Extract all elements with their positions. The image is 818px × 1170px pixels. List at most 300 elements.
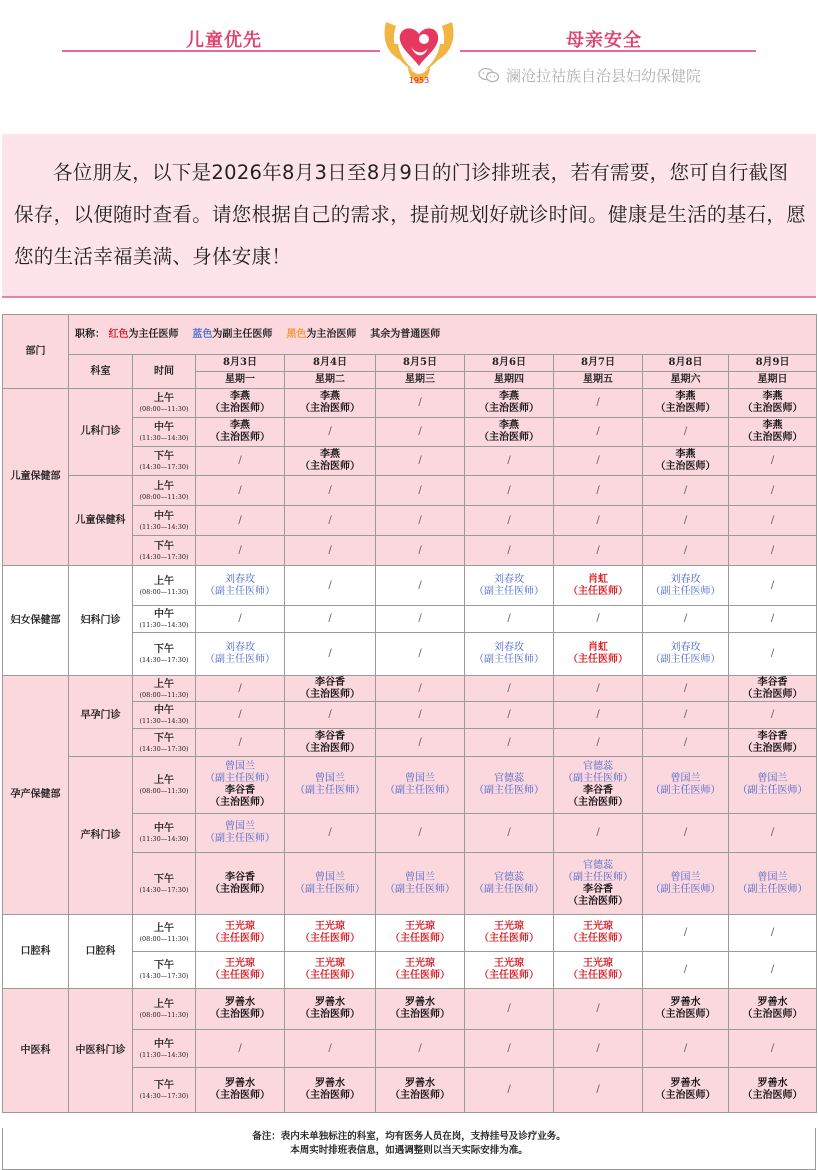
doctor-name: 刘春玫: [225, 573, 255, 585]
doctor-name: 罗善水: [757, 1078, 788, 1089]
department-cell: 中医科: [3, 989, 69, 1113]
doctor-name: 曾国兰: [670, 773, 701, 784]
room-cell: 产科门诊: [69, 757, 133, 915]
doctor-cell: [554, 676, 643, 702]
weekday-cell: 星期二: [285, 372, 376, 389]
doctor-name: 王光琼: [583, 958, 613, 969]
doctor-cell: [643, 1030, 729, 1068]
doctor-cell: [554, 989, 643, 1030]
doctor-title: （主治医师）: [742, 403, 803, 414]
doctor-cell: [554, 702, 643, 729]
slot-hours: (11:30—14:30): [139, 522, 189, 531]
slot-label: 上午: [154, 999, 174, 1010]
weekday-cell: 星期一: [196, 372, 285, 389]
doctor-title: （主治医师）: [568, 895, 628, 907]
doctor-title: （主治医师）: [300, 461, 360, 472]
doctor-cell: [465, 1068, 554, 1113]
doctor-title: （副主任医师）: [295, 883, 365, 895]
doctor-cell: [196, 702, 285, 729]
no-clinic-mark: /: [418, 484, 422, 496]
doctor-cell: [465, 853, 554, 915]
doctor-name: 王光琼: [315, 958, 345, 969]
no-clinic-mark: /: [418, 613, 422, 624]
doctor-title: （主任医师）: [300, 970, 360, 981]
no-clinic-mark: /: [507, 827, 511, 838]
doctor-name: 刘春玫: [670, 642, 701, 653]
doctor-cell: [465, 814, 554, 853]
doctor-name: 曾国兰: [670, 871, 701, 883]
doctor-title: （副主任医师）: [474, 654, 544, 665]
doctor-cell: [554, 1030, 643, 1068]
doctor-cell: [465, 506, 554, 536]
doctor-cell: [376, 606, 465, 633]
no-clinic-mark: /: [683, 544, 688, 556]
schedule-body: [3, 315, 817, 1113]
legend-blue-text: 为副主任医师: [212, 328, 273, 340]
no-clinic-mark: /: [238, 613, 242, 624]
doctor-title: （副主任医师）: [385, 785, 455, 796]
no-clinic-mark: /: [596, 613, 600, 624]
doctor-name: 罗善水: [405, 997, 435, 1008]
doctor-cell: [376, 729, 465, 757]
doctor-cell: [196, 729, 285, 757]
no-clinic-mark: /: [683, 1042, 688, 1054]
slot-label: 中午: [154, 705, 174, 716]
doctor-title: （主治医师）: [655, 403, 716, 414]
slot-cell: [133, 757, 196, 814]
legend-red-text: 为主任医师: [128, 328, 179, 340]
no-clinic-mark: /: [770, 648, 775, 659]
doctor-cell: [643, 566, 729, 606]
no-clinic-mark: /: [507, 1042, 511, 1054]
slot-hours: (14:30—17:30): [139, 552, 189, 561]
doctor-cell: [196, 1030, 285, 1068]
weekday-cell: 星期日: [729, 372, 817, 389]
title-legend: [69, 315, 817, 355]
slot-cell: [133, 536, 196, 566]
doctor-title: （副主任医师）: [474, 883, 544, 895]
doctor-cell: [285, 729, 376, 757]
slot-hours: (08:00—11:30): [139, 405, 189, 413]
slot-label: 下午: [154, 732, 174, 744]
no-clinic-mark: /: [770, 455, 775, 466]
doctor-name: 李谷香: [757, 676, 788, 688]
no-clinic-mark: /: [418, 827, 422, 838]
weekday-cell: 星期三: [376, 372, 465, 389]
no-clinic-mark: /: [770, 544, 775, 556]
doctor-title: （主治医师）: [655, 461, 716, 472]
room-cell: 儿童保健科: [69, 476, 133, 566]
doctor-title: （主任医师）: [479, 970, 539, 981]
legend-blue: 蓝色: [192, 328, 213, 340]
doctor-cell: [465, 1030, 554, 1068]
no-clinic-mark: /: [507, 736, 511, 748]
doctor-cell: [643, 476, 729, 506]
slot-label: 上午: [154, 575, 174, 587]
doctor-cell: [285, 633, 376, 676]
schedule-row: [3, 989, 817, 1030]
doctor-cell: [729, 915, 817, 952]
doctor-cell: [643, 633, 729, 676]
doctor-name: 罗善水: [757, 997, 788, 1008]
doctor-name: 曾国兰: [405, 773, 435, 784]
doctor-cell: [554, 729, 643, 757]
doctor-title: （主治医师）: [300, 742, 360, 754]
no-clinic-mark: /: [328, 613, 332, 624]
doctor-title: （副主任医师）: [563, 871, 633, 883]
slot-hours: (08:00—11:30): [139, 587, 189, 596]
no-clinic-mark: /: [507, 544, 511, 556]
doctor-name: 罗善水: [315, 997, 345, 1008]
slot-hours: (14:30—17:30): [139, 656, 189, 664]
doctor-cell: [196, 952, 285, 989]
doctor-cell: [643, 606, 729, 633]
doctor-cell: [554, 418, 643, 447]
doctor-cell: [285, 757, 376, 814]
doctor-cell: [554, 566, 643, 606]
doctor-cell: [285, 418, 376, 447]
doctor-cell: [465, 915, 554, 952]
doctor-title: （副主任医师）: [474, 585, 544, 597]
no-clinic-mark: /: [596, 827, 600, 838]
doctor-cell: [643, 729, 729, 757]
slot-cell: [133, 389, 196, 418]
doctor-title: （主治医师）: [479, 432, 539, 443]
footer-note: [2, 1128, 816, 1170]
doctor-name: 王光琼: [405, 958, 435, 969]
doctor-cell: [285, 1030, 376, 1068]
slot-hours: (08:00—11:30): [139, 1011, 189, 1019]
doctor-cell: [729, 506, 817, 536]
doctor-title: （主治医师）: [742, 432, 803, 443]
no-clinic-mark: /: [328, 709, 332, 720]
no-clinic-mark: /: [238, 544, 242, 556]
schedule-row: [3, 566, 817, 606]
slot-label: 上午: [154, 775, 174, 786]
doctor-cell: [729, 418, 817, 447]
no-clinic-mark: /: [328, 544, 332, 556]
doctor-cell: [376, 702, 465, 729]
doctor-cell: [643, 418, 729, 447]
schedule-row: [3, 389, 817, 418]
doctor-cell: [285, 447, 376, 476]
doctor-cell: [376, 476, 465, 506]
doctor-cell: [729, 606, 817, 633]
doctor-title: （副主任医师）: [205, 654, 275, 665]
slot-hours: (14:30—17:30): [139, 744, 189, 753]
slot-cell: [133, 952, 196, 989]
slot-label: 下午: [154, 960, 174, 971]
doctor-name: 曾国兰: [225, 821, 255, 832]
slogan-right: 母亲安全: [566, 30, 642, 51]
doctor-cell: [285, 1068, 376, 1113]
doctor-name: 李谷香: [757, 730, 788, 742]
doctor-title: （主任医师）: [568, 654, 628, 665]
doctor-cell: [285, 476, 376, 506]
no-clinic-mark: /: [418, 455, 422, 466]
no-clinic-mark: /: [596, 514, 600, 526]
doctor-title: （主治医师）: [210, 432, 270, 443]
doctor-cell: [285, 536, 376, 566]
header-room: 科室: [69, 355, 133, 389]
no-clinic-mark: /: [328, 827, 332, 838]
intro-text: 各位朋友，以下是2026年8月3日至8月9日的门诊排班表，若有需要，您可自行截图保存，以便随时查看。请您根据自己的需求，提前规划好就诊时间。健康是生活的基石，愿您的生活幸福美满、身体安康！: [14, 161, 807, 268]
doctor-cell: [729, 476, 817, 506]
slot-label: 中午: [154, 823, 174, 834]
doctor-title: （主治医师）: [300, 1009, 360, 1020]
no-clinic-mark: /: [328, 1042, 332, 1054]
doctor-cell: [465, 418, 554, 447]
no-clinic-mark: /: [596, 455, 600, 466]
doctor-name: 李谷香: [225, 785, 255, 796]
doctor-name: 刘春玫: [494, 642, 524, 653]
date-cell: 8月3日: [196, 355, 285, 372]
no-clinic-mark: /: [683, 426, 688, 437]
no-clinic-mark: /: [770, 827, 775, 838]
doctor-title: （副主任医师）: [205, 773, 275, 784]
doctor-cell: [196, 915, 285, 952]
doctor-cell: [196, 633, 285, 676]
doctor-cell: [643, 952, 729, 989]
doctor-cell: [196, 1068, 285, 1113]
doctor-name: 曾国兰: [405, 871, 435, 883]
doctor-title: （主任医师）: [210, 933, 270, 944]
no-clinic-mark: /: [238, 1042, 242, 1054]
wechat-account-name: 澜沧拉祜族自治县妇幼保健院: [506, 67, 702, 85]
doctor-cell: [196, 536, 285, 566]
no-clinic-mark: /: [596, 544, 600, 556]
doctor-name: 罗善水: [670, 1078, 701, 1089]
doctor-name: 王光琼: [225, 958, 255, 969]
doctor-cell: [376, 952, 465, 989]
doctor-cell: [196, 606, 285, 633]
doctor-name: 罗善水: [225, 1078, 255, 1089]
doctor-name: 李燕: [320, 391, 340, 402]
no-clinic-mark: /: [418, 397, 422, 408]
no-clinic-mark: /: [507, 682, 511, 694]
doctor-cell: [376, 1030, 465, 1068]
no-clinic-mark: /: [328, 514, 332, 526]
doctor-name: 罗善水: [670, 997, 701, 1008]
slot-cell: [133, 566, 196, 606]
no-clinic-mark: /: [683, 736, 688, 748]
doctor-title: （副主任医师）: [650, 883, 721, 895]
slot-cell: [133, 814, 196, 853]
doctor-cell: [376, 506, 465, 536]
slot-hours: (08:00—11:30): [139, 787, 189, 795]
logo-year: 1953: [408, 76, 430, 85]
slot-label: 中午: [154, 1038, 174, 1050]
no-clinic-mark: /: [328, 579, 332, 591]
doctor-cell: [285, 389, 376, 418]
doctor-title: （主治医师）: [210, 1090, 270, 1101]
intro-box: [2, 134, 816, 298]
doctor-cell: [643, 814, 729, 853]
no-clinic-mark: /: [238, 736, 242, 748]
doctor-title: （主治医师）: [390, 1009, 450, 1020]
slot-label: 下午: [154, 451, 174, 462]
no-clinic-mark: /: [418, 579, 422, 591]
no-clinic-mark: /: [328, 648, 332, 659]
doctor-cell: [729, 633, 817, 676]
doctor-title: （主治医师）: [300, 403, 360, 414]
slot-hours: (11:30—14:30): [139, 621, 189, 629]
doctor-title: （副主任医师）: [474, 785, 544, 796]
doctor-title: （主任医师）: [390, 970, 450, 981]
doctor-cell: [285, 814, 376, 853]
doctor-cell: [196, 447, 285, 476]
doctor-title: （副主任医师）: [737, 785, 808, 796]
room-cell: 儿科门诊: [69, 389, 133, 476]
doctor-cell: [196, 389, 285, 418]
doctor-cell: [729, 702, 817, 729]
doctor-cell: [285, 853, 376, 915]
doctor-title: （主任医师）: [479, 933, 539, 944]
doctor-cell: [196, 757, 285, 814]
legend-row: [3, 315, 817, 355]
doctor-cell: [376, 814, 465, 853]
slot-cell: [133, 989, 196, 1030]
doctor-title: （主任医师）: [568, 970, 628, 981]
slot-hours: (11:30—14:30): [139, 1050, 189, 1059]
doctor-title: （主治医师）: [210, 1009, 270, 1020]
doctor-name: 官德蕊: [494, 871, 524, 883]
doctor-title: （副主任医师）: [385, 883, 455, 895]
doctor-cell: [729, 1030, 817, 1068]
doctor-cell: [554, 476, 643, 506]
no-clinic-mark: /: [770, 484, 775, 496]
slot-cell: [133, 606, 196, 633]
schedule-row: [3, 757, 817, 814]
doctor-title: （主治医师）: [390, 1090, 450, 1101]
doctor-name: 李谷香: [583, 883, 613, 895]
doctor-cell: [465, 566, 554, 606]
slot-label: 中午: [154, 609, 174, 620]
doctor-name: 罗善水: [405, 1078, 435, 1089]
doctor-title: （主治医师）: [655, 1090, 716, 1101]
no-clinic-mark: /: [238, 514, 242, 526]
doctor-cell: [643, 536, 729, 566]
doctor-name: 李谷香: [583, 785, 613, 796]
doctor-cell: [554, 536, 643, 566]
doctor-cell: [729, 1068, 817, 1113]
doctor-title: （副主任医师）: [295, 785, 365, 796]
doctor-name: 王光琼: [494, 958, 524, 969]
no-clinic-mark: /: [770, 709, 775, 720]
no-clinic-mark: /: [507, 613, 511, 624]
slot-cell: [133, 676, 196, 702]
doctor-name: 李谷香: [315, 676, 345, 688]
doctor-title: （主任医师）: [568, 585, 628, 597]
no-clinic-mark: /: [418, 709, 422, 720]
department-cell: 孕产保健部: [3, 676, 69, 915]
doctor-cell: [465, 757, 554, 814]
doctor-cell: [376, 633, 465, 676]
doctor-title: （主任医师）: [300, 933, 360, 944]
doctor-name: 王光琼: [315, 921, 345, 932]
slot-hours: (14:30—17:30): [139, 972, 189, 980]
doctor-cell: [554, 915, 643, 952]
department-cell: 口腔科: [3, 915, 69, 989]
no-clinic-mark: /: [507, 1003, 511, 1014]
doctor-cell: [554, 389, 643, 418]
doctor-cell: [376, 1068, 465, 1113]
doctor-title: （主治医师）: [742, 1009, 803, 1020]
doctor-cell: [643, 702, 729, 729]
slot-cell: [133, 506, 196, 536]
no-clinic-mark: /: [596, 736, 600, 748]
no-clinic-mark: /: [596, 1003, 600, 1014]
doctor-cell: [643, 389, 729, 418]
doctor-cell: [376, 676, 465, 702]
slot-label: 下午: [154, 540, 174, 552]
schedule-row: [3, 676, 817, 702]
slot-cell: [133, 418, 196, 447]
doctor-name: 罗善水: [225, 997, 255, 1008]
doctor-cell: [465, 989, 554, 1030]
slot-cell: [133, 476, 196, 506]
slot-cell: [133, 853, 196, 915]
doctor-title: （副主任医师）: [650, 785, 721, 796]
doctor-name: 王光琼: [225, 921, 255, 932]
slot-hours: (08:00—11:30): [139, 492, 189, 501]
legend-red: 红色: [108, 328, 129, 340]
doctor-name: 罗善水: [315, 1078, 345, 1089]
doctor-cell: [643, 676, 729, 702]
doctor-cell: [465, 676, 554, 702]
date-cell: 8月7日: [554, 355, 643, 372]
doctor-title: （主任医师）: [568, 933, 628, 944]
no-clinic-mark: /: [418, 682, 422, 694]
department-cell: 妇女保健部: [3, 566, 69, 676]
no-clinic-mark: /: [418, 648, 422, 659]
slot-label: 下午: [154, 1080, 174, 1091]
doctor-cell: [376, 757, 465, 814]
doctor-name: 李燕: [499, 420, 519, 431]
doctor-name: 曾国兰: [757, 773, 788, 784]
doctor-cell: [729, 389, 817, 418]
doctor-cell: [285, 606, 376, 633]
doctor-name: 王光琼: [494, 921, 524, 932]
slot-hours: (08:00—11:30): [139, 690, 189, 699]
slot-label: 上午: [154, 393, 174, 404]
slot-cell: [133, 702, 196, 729]
slot-hours: (14:30—17:30): [139, 463, 189, 471]
doctor-name: 王光琼: [405, 921, 435, 932]
no-clinic-mark: /: [683, 484, 688, 496]
date-cell: 8月9日: [729, 355, 817, 372]
no-clinic-mark: /: [328, 426, 332, 437]
date-cell: 8月6日: [465, 355, 554, 372]
slot-hours: (11:30—14:30): [139, 434, 189, 442]
doctor-title: （主治医师）: [300, 688, 360, 700]
doctor-name: 李燕: [675, 391, 696, 402]
doctor-name: 官德蕊: [583, 859, 613, 871]
doctor-cell: [643, 506, 729, 536]
wechat-watermark: [478, 65, 701, 86]
doctor-cell: [554, 757, 643, 814]
doctor-cell: [285, 915, 376, 952]
doctor-cell: [465, 476, 554, 506]
doctor-cell: [465, 952, 554, 989]
no-clinic-mark: /: [683, 927, 688, 938]
legend-other: 其余为普通医师: [370, 328, 441, 340]
wechat-icon: [478, 67, 500, 83]
no-clinic-mark: /: [418, 736, 422, 748]
doctor-name: 曾国兰: [315, 871, 345, 883]
doctor-name: 王光琼: [583, 921, 613, 932]
no-clinic-mark: /: [683, 964, 688, 975]
